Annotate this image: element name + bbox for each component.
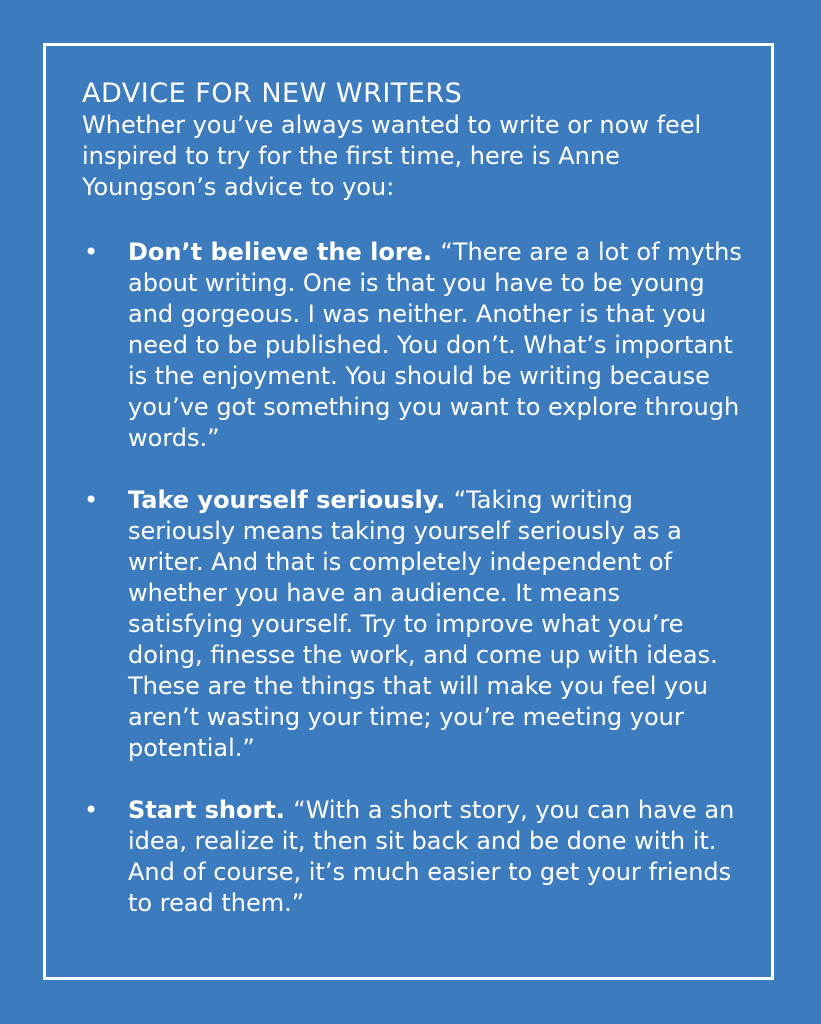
list-item (82, 485, 742, 764)
bullet-icon: • (84, 486, 99, 514)
page-title: ADVICE FOR NEW WRITERS (82, 78, 463, 109)
tip-text: “With a short story, you can have an idea, realize it, then sit back and be done with it. And of course, it’s much easier to get your friends to read them.” (128, 796, 735, 917)
advice-panel (82, 78, 742, 950)
intro-paragraph: Whether you’ve always wanted to write or now feel inspired to try for the first time, here is Anne Youngson’s advice to you: (82, 111, 702, 201)
list-item (82, 795, 742, 919)
list-item (82, 237, 742, 454)
tip-text: “Taking writing seriously means taking yourself seriously as a writer. And that is completely independent of whether you have an audience. It means satisfying yourself. Try to improve what you’re doing, finesse the work, and come up with ideas. These are the things that will make you feel you aren’t wasting your time; you’re meeting your potential.” (128, 486, 718, 762)
tip-text: “There are a lot of myths about writing. One is that you have to be young and gorgeous. I was neither. Another is that you need to be published. You don’t. What’s important is the enjoyment. You should be writing because you’ve got something you want to explore through words.” (128, 238, 742, 452)
bullet-icon: • (84, 238, 99, 266)
tip-heading: Take yourself seriously. (128, 486, 454, 514)
bullet-icon: • (84, 796, 99, 824)
tip-heading: Don’t believe the lore. (128, 238, 441, 266)
advice-list (82, 237, 742, 919)
tip-heading: Start short. (128, 796, 294, 824)
